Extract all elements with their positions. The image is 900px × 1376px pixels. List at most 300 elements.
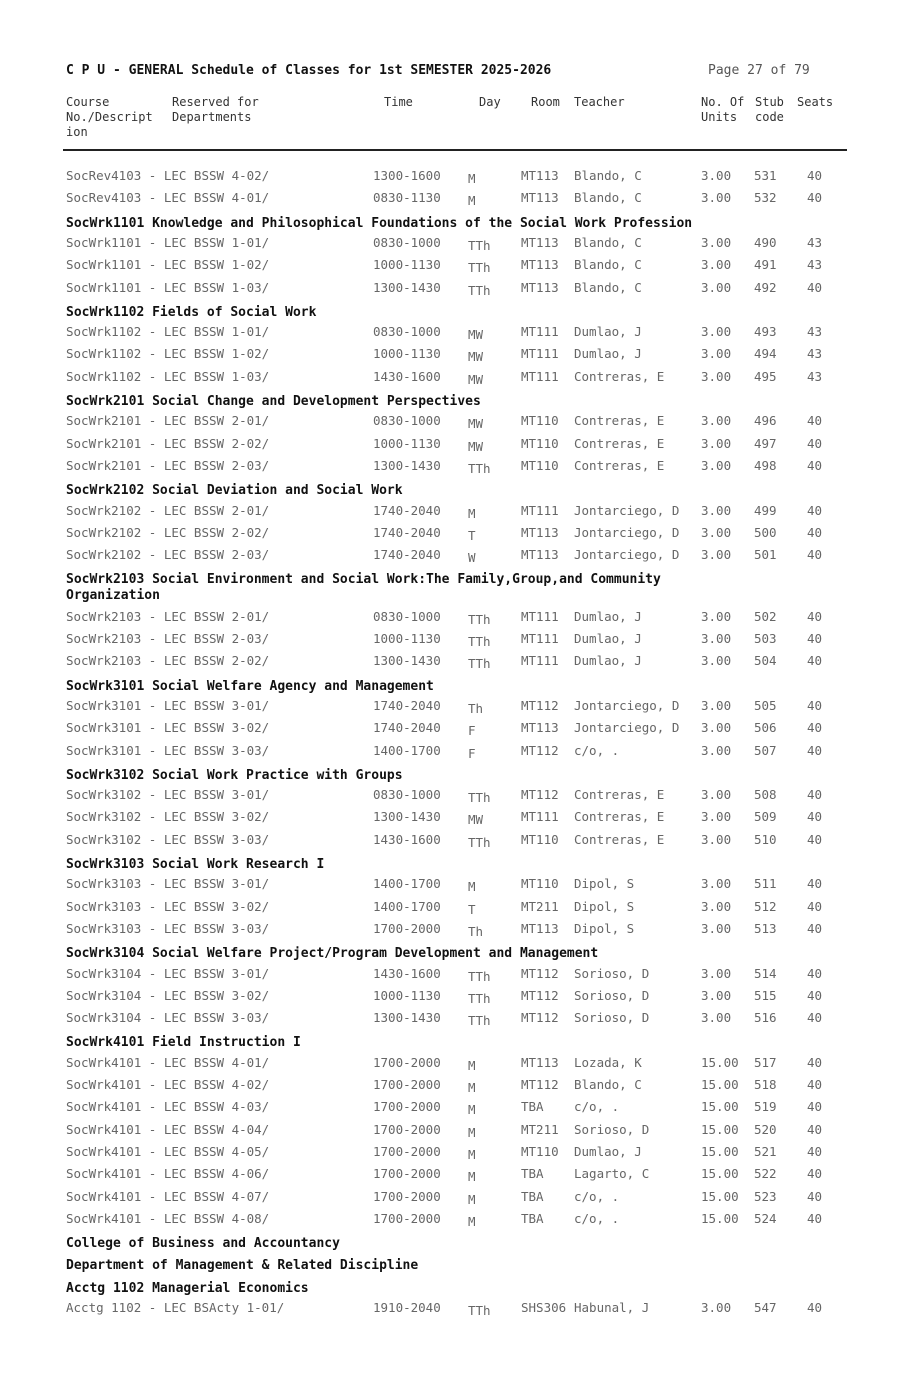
row-room: TBA bbox=[521, 1166, 544, 1182]
row-seats: 40 bbox=[807, 965, 823, 981]
row-course: SocWrk2101 - LEC BSSW 2-01/ bbox=[66, 413, 270, 429]
row-seats: 40 bbox=[807, 631, 823, 646]
row-room: MT211 bbox=[521, 1121, 559, 1137]
row-time: 1430-1600 bbox=[373, 831, 441, 847]
row-teacher: Dipol, S bbox=[574, 920, 635, 936]
row-seats: 40 bbox=[807, 279, 823, 295]
row-seats: 40 bbox=[807, 809, 823, 825]
row-day: TTh bbox=[468, 282, 491, 298]
course-heading: SocWrk3103 Social Work Research I bbox=[66, 857, 325, 872]
row-room: MT111 bbox=[521, 324, 559, 340]
row-teacher: Jontarciego, D bbox=[574, 720, 680, 736]
row-stub: 511 bbox=[754, 876, 777, 892]
row-stub: 493 bbox=[754, 324, 777, 340]
row-room: MT112 bbox=[521, 787, 559, 803]
row-course: SocWrk4101 - LEC BSSW 4-04/ bbox=[66, 1121, 270, 1137]
row-stub: 501 bbox=[754, 547, 777, 563]
row-course: SocWrk3103 - LEC BSSW 3-03/ bbox=[66, 920, 270, 936]
row-seats: 40 bbox=[807, 742, 823, 758]
col-header-course: Course No./Descript ion bbox=[66, 95, 153, 139]
row-units: 3.00 bbox=[701, 653, 732, 669]
row-time: 1700-2000 bbox=[373, 1099, 441, 1115]
row-room: MT111 bbox=[521, 502, 559, 518]
row-room: TBA bbox=[521, 1099, 544, 1115]
row-seats: 40 bbox=[807, 524, 823, 540]
row-teacher: Dipol, S bbox=[574, 898, 635, 914]
row-teacher: Dumlao, J bbox=[574, 346, 642, 362]
row-day: M bbox=[468, 1080, 476, 1095]
col-header-seats: Seats bbox=[797, 95, 834, 109]
row-day: MW bbox=[468, 812, 484, 828]
row-day: TTh bbox=[468, 260, 491, 276]
col-header-time: Time bbox=[384, 95, 413, 109]
row-room: MT110 bbox=[521, 435, 559, 451]
row-course: SocWrk3102 - LEC BSSW 3-02/ bbox=[66, 809, 270, 825]
row-day: TTh bbox=[468, 611, 491, 627]
row-course: Acctg 1102 - LEC BSActy 1-01/ bbox=[66, 1300, 285, 1315]
row-seats: 40 bbox=[807, 697, 823, 713]
row-time: 1700-2000 bbox=[373, 1121, 441, 1137]
row-seats: 40 bbox=[807, 190, 823, 206]
row-course: SocWrk3104 - LEC BSSW 3-02/ bbox=[66, 987, 270, 1003]
row-teacher: c/o, . bbox=[574, 742, 620, 758]
row-stub: 547 bbox=[754, 1300, 777, 1315]
row-stub: 518 bbox=[754, 1077, 777, 1092]
row-seats: 40 bbox=[807, 653, 823, 669]
col-header-day: Day bbox=[479, 95, 501, 109]
row-room: SHS306 bbox=[521, 1300, 567, 1315]
col-header-stub: Stub code bbox=[755, 95, 784, 124]
row-day: TTh bbox=[468, 790, 491, 806]
row-teacher: c/o, . bbox=[574, 1188, 620, 1204]
row-course: SocWrk2103 - LEC BSSW 2-02/ bbox=[66, 653, 270, 669]
row-day: Th bbox=[468, 700, 484, 716]
row-units: 3.00 bbox=[701, 368, 732, 384]
row-time: 1910-2040 bbox=[373, 1300, 441, 1315]
row-course: SocWrk2103 - LEC BSSW 2-01/ bbox=[66, 608, 270, 624]
course-heading: College of Business and Accountancy bbox=[66, 1236, 340, 1252]
row-stub: 524 bbox=[754, 1210, 777, 1226]
row-room: MT112 bbox=[521, 965, 559, 981]
row-seats: 40 bbox=[807, 435, 823, 451]
row-room: MT113 bbox=[521, 190, 559, 206]
row-seats: 40 bbox=[807, 1188, 823, 1204]
row-time: 0830-1000 bbox=[373, 324, 441, 340]
row-room: MT113 bbox=[521, 257, 559, 273]
row-day: TTh bbox=[468, 1303, 491, 1318]
row-day: F bbox=[468, 723, 476, 739]
row-room: MT111 bbox=[521, 368, 559, 384]
row-course: SocWrk2102 - LEC BSSW 2-02/ bbox=[66, 524, 270, 540]
row-time: 1300-1430 bbox=[373, 1010, 441, 1026]
row-day: M bbox=[468, 1146, 476, 1162]
row-teacher: Lozada, K bbox=[574, 1054, 642, 1070]
row-teacher: Jontarciego, D bbox=[574, 502, 680, 518]
row-units: 3.00 bbox=[701, 787, 732, 803]
page-number: Page 27 of 79 bbox=[708, 63, 810, 78]
row-day: MW bbox=[468, 416, 484, 432]
row-course: SocWrk3102 - LEC BSSW 3-03/ bbox=[66, 831, 270, 847]
row-teacher: Lagarto, C bbox=[574, 1166, 650, 1182]
row-teacher: Contreras, E bbox=[574, 368, 665, 384]
row-units: 15.00 bbox=[701, 1143, 739, 1159]
row-units: 3.00 bbox=[701, 631, 732, 646]
course-heading: SocWrk3104 Social Welfare Project/Program Development and Management bbox=[66, 946, 599, 962]
row-course: SocWrk4101 - LEC BSSW 4-05/ bbox=[66, 1143, 270, 1159]
row-seats: 40 bbox=[807, 413, 823, 429]
row-day: TTh bbox=[468, 237, 491, 253]
row-room: MT113 bbox=[521, 1054, 559, 1070]
row-stub: 509 bbox=[754, 809, 777, 825]
row-units: 3.00 bbox=[701, 257, 732, 273]
row-stub: 510 bbox=[754, 831, 777, 847]
row-seats: 40 bbox=[807, 1054, 823, 1070]
row-time: 1700-2000 bbox=[373, 1143, 441, 1159]
col-header-units: No. Of Units bbox=[701, 95, 745, 124]
row-day: F bbox=[468, 745, 476, 761]
row-units: 3.00 bbox=[701, 920, 732, 936]
row-course: SocRev4103 - LEC BSSW 4-01/ bbox=[66, 190, 270, 206]
row-day: MW bbox=[468, 327, 484, 343]
row-room: MT110 bbox=[521, 876, 559, 892]
row-stub: 500 bbox=[754, 524, 777, 540]
row-units: 3.00 bbox=[701, 987, 732, 1003]
row-time: 1000-1130 bbox=[373, 257, 441, 273]
row-course: SocWrk2101 - LEC BSSW 2-02/ bbox=[66, 435, 270, 451]
row-time: 1300-1430 bbox=[373, 653, 441, 669]
row-room: MT111 bbox=[521, 809, 559, 825]
row-day: MW bbox=[468, 438, 484, 454]
row-units: 15.00 bbox=[701, 1166, 739, 1182]
row-time: 1700-2000 bbox=[373, 920, 441, 936]
row-time: 1000-1130 bbox=[373, 987, 441, 1003]
row-stub: 507 bbox=[754, 742, 777, 758]
row-course: SocWrk2103 - LEC BSSW 2-03/ bbox=[66, 631, 270, 646]
row-stub: 496 bbox=[754, 413, 777, 429]
row-units: 3.00 bbox=[701, 346, 732, 362]
row-teacher: Dipol, S bbox=[574, 876, 635, 892]
row-room: MT111 bbox=[521, 631, 559, 646]
row-day: MW bbox=[468, 371, 484, 387]
col-header-teacher: Teacher bbox=[574, 95, 625, 109]
row-room: MT112 bbox=[521, 1010, 559, 1026]
row-time: 1300-1430 bbox=[373, 809, 441, 825]
row-day: M bbox=[468, 1191, 476, 1207]
row-course: SocWrk1102 - LEC BSSW 1-02/ bbox=[66, 346, 270, 362]
row-teacher: Jontarciego, D bbox=[574, 697, 680, 713]
row-units: 15.00 bbox=[701, 1121, 739, 1137]
row-time: 0830-1000 bbox=[373, 413, 441, 429]
row-stub: 490 bbox=[754, 234, 777, 250]
row-seats: 40 bbox=[807, 876, 823, 892]
row-time: 1400-1700 bbox=[373, 898, 441, 914]
row-stub: 512 bbox=[754, 898, 777, 914]
row-room: MT110 bbox=[521, 1143, 559, 1159]
row-stub: 531 bbox=[754, 168, 777, 183]
row-day: M bbox=[468, 171, 476, 186]
row-units: 3.00 bbox=[701, 1010, 732, 1026]
row-course: SocWrk4101 - LEC BSSW 4-07/ bbox=[66, 1188, 270, 1204]
course-heading: SocWrk1102 Fields of Social Work bbox=[66, 304, 317, 320]
row-course: SocWrk1102 - LEC BSSW 1-03/ bbox=[66, 368, 270, 384]
row-seats: 40 bbox=[807, 547, 823, 563]
course-heading: SocWrk4101 Field Instruction I bbox=[66, 1035, 301, 1051]
row-seats: 40 bbox=[807, 787, 823, 803]
row-seats: 43 bbox=[807, 346, 823, 362]
row-stub: 498 bbox=[754, 457, 777, 473]
row-stub: 505 bbox=[754, 697, 777, 713]
row-room: MT111 bbox=[521, 346, 559, 362]
row-units: 3.00 bbox=[701, 608, 732, 624]
row-time: 0830-1130 bbox=[373, 190, 441, 206]
row-seats: 40 bbox=[807, 1210, 823, 1226]
row-stub: 492 bbox=[754, 279, 777, 295]
row-course: SocWrk4101 - LEC BSSW 4-06/ bbox=[66, 1166, 270, 1182]
row-time: 0830-1000 bbox=[373, 608, 441, 624]
document-title: C P U - GENERAL Schedule of Classes for 1st SEMESTER 2025-2026 bbox=[66, 63, 552, 78]
row-course: SocWrk3101 - LEC BSSW 3-02/ bbox=[66, 720, 270, 736]
row-day: TTh bbox=[468, 460, 491, 476]
course-heading: SocWrk2103 Social Environment and Social Work:The Family,Group,and Community Organization bbox=[66, 572, 661, 604]
row-room: MT113 bbox=[521, 720, 559, 736]
row-room: MT110 bbox=[521, 831, 559, 847]
row-course: SocWrk2102 - LEC BSSW 2-03/ bbox=[66, 547, 270, 563]
row-course: SocWrk4101 - LEC BSSW 4-02/ bbox=[66, 1077, 270, 1092]
course-heading: SocWrk3101 Social Welfare Agency and Management bbox=[66, 678, 434, 694]
row-teacher: c/o, . bbox=[574, 1210, 620, 1226]
row-stub: 508 bbox=[754, 787, 777, 803]
row-seats: 43 bbox=[807, 368, 823, 384]
row-time: 1700-2000 bbox=[373, 1166, 441, 1182]
course-heading: Department of Management & Related Discipline bbox=[66, 1258, 419, 1274]
row-room: MT211 bbox=[521, 898, 559, 914]
row-units: 3.00 bbox=[701, 742, 732, 758]
row-day: M bbox=[468, 1102, 476, 1118]
row-stub: 522 bbox=[754, 1166, 777, 1182]
row-time: 1000-1130 bbox=[373, 346, 441, 362]
row-day: TTh bbox=[468, 656, 491, 672]
row-teacher: Sorioso, D bbox=[574, 1121, 650, 1137]
row-teacher: Blando, C bbox=[574, 168, 642, 183]
row-time: 1700-2000 bbox=[373, 1210, 441, 1226]
row-units: 3.00 bbox=[701, 876, 732, 892]
row-units: 15.00 bbox=[701, 1099, 739, 1115]
row-day: TTh bbox=[468, 634, 491, 649]
row-course: SocWrk2102 - LEC BSSW 2-01/ bbox=[66, 502, 270, 518]
row-seats: 40 bbox=[807, 831, 823, 847]
row-course: SocWrk1102 - LEC BSSW 1-01/ bbox=[66, 324, 270, 340]
row-units: 3.00 bbox=[701, 965, 732, 981]
row-room: MT113 bbox=[521, 234, 559, 250]
row-room: MT111 bbox=[521, 608, 559, 624]
row-teacher: Dumlao, J bbox=[574, 324, 642, 340]
row-time: 1400-1700 bbox=[373, 876, 441, 892]
row-day: T bbox=[468, 901, 476, 917]
row-stub: 502 bbox=[754, 608, 777, 624]
row-time: 1700-2000 bbox=[373, 1077, 441, 1092]
row-stub: 497 bbox=[754, 435, 777, 451]
row-room: MT113 bbox=[521, 920, 559, 936]
row-day: TTh bbox=[468, 1013, 491, 1029]
row-units: 3.00 bbox=[701, 435, 732, 451]
row-seats: 43 bbox=[807, 234, 823, 250]
row-seats: 40 bbox=[807, 1121, 823, 1137]
row-units: 3.00 bbox=[701, 524, 732, 540]
row-teacher: Habunal, J bbox=[574, 1300, 650, 1315]
row-course: SocWrk3103 - LEC BSSW 3-01/ bbox=[66, 876, 270, 892]
row-seats: 40 bbox=[807, 608, 823, 624]
row-teacher: Sorioso, D bbox=[574, 987, 650, 1003]
row-seats: 40 bbox=[807, 1010, 823, 1026]
row-room: MT113 bbox=[521, 279, 559, 295]
row-course: SocWrk4101 - LEC BSSW 4-01/ bbox=[66, 1054, 270, 1070]
course-heading: SocWrk3102 Social Work Practice with Groups bbox=[66, 767, 403, 783]
row-teacher: Blando, C bbox=[574, 190, 642, 206]
row-teacher: Sorioso, D bbox=[574, 1010, 650, 1026]
row-course: SocWrk1101 - LEC BSSW 1-01/ bbox=[66, 234, 270, 250]
row-stub: 514 bbox=[754, 965, 777, 981]
row-room: MT112 bbox=[521, 742, 559, 758]
row-units: 3.00 bbox=[701, 413, 732, 429]
course-heading: SocWrk1101 Knowledge and Philosophical Foundations of the Social Work Profession bbox=[66, 215, 693, 231]
row-room: MT113 bbox=[521, 524, 559, 540]
row-day: M bbox=[468, 1213, 476, 1229]
row-teacher: Contreras, E bbox=[574, 413, 665, 429]
row-teacher: Jontarciego, D bbox=[574, 547, 680, 563]
row-room: TBA bbox=[521, 1188, 544, 1204]
row-teacher: Dumlao, J bbox=[574, 1143, 642, 1159]
row-course: SocWrk3101 - LEC BSSW 3-01/ bbox=[66, 697, 270, 713]
row-time: 1740-2040 bbox=[373, 547, 441, 563]
row-time: 0830-1000 bbox=[373, 234, 441, 250]
row-time: 1430-1600 bbox=[373, 368, 441, 384]
row-time: 1300-1430 bbox=[373, 279, 441, 295]
row-day: Th bbox=[468, 923, 484, 939]
row-time: 1740-2040 bbox=[373, 502, 441, 518]
row-time: 1700-2000 bbox=[373, 1188, 441, 1204]
row-stub: 517 bbox=[754, 1054, 777, 1070]
row-teacher: c/o, . bbox=[574, 1099, 620, 1115]
row-units: 3.00 bbox=[701, 457, 732, 473]
row-seats: 40 bbox=[807, 720, 823, 736]
row-seats: 40 bbox=[807, 987, 823, 1003]
row-room: TBA bbox=[521, 1210, 544, 1226]
row-units: 3.00 bbox=[701, 502, 732, 518]
row-stub: 494 bbox=[754, 346, 777, 362]
row-seats: 43 bbox=[807, 257, 823, 273]
row-stub: 523 bbox=[754, 1188, 777, 1204]
row-stub: 516 bbox=[754, 1010, 777, 1026]
row-teacher: Blando, C bbox=[574, 257, 642, 273]
row-units: 3.00 bbox=[701, 809, 732, 825]
row-units: 3.00 bbox=[701, 720, 732, 736]
row-course: SocWrk3102 - LEC BSSW 3-01/ bbox=[66, 787, 270, 803]
row-day: M bbox=[468, 879, 476, 895]
row-stub: 495 bbox=[754, 368, 777, 384]
row-room: MT110 bbox=[521, 413, 559, 429]
row-day: T bbox=[468, 527, 476, 543]
row-room: MT112 bbox=[521, 987, 559, 1003]
row-teacher: Dumlao, J bbox=[574, 608, 642, 624]
course-heading: SocWrk2102 Social Deviation and Social Work bbox=[66, 483, 403, 499]
row-units: 15.00 bbox=[701, 1188, 739, 1204]
row-stub: 504 bbox=[754, 653, 777, 669]
row-teacher: Dumlao, J bbox=[574, 653, 642, 669]
row-day: M bbox=[468, 193, 476, 209]
row-teacher: Contreras, E bbox=[574, 787, 665, 803]
row-day: M bbox=[468, 505, 476, 521]
row-units: 15.00 bbox=[701, 1077, 739, 1092]
row-day: M bbox=[468, 1124, 476, 1140]
row-course: SocWrk3103 - LEC BSSW 3-02/ bbox=[66, 898, 270, 914]
row-stub: 503 bbox=[754, 631, 777, 646]
row-day: TTh bbox=[468, 990, 491, 1006]
row-time: 1700-2000 bbox=[373, 1054, 441, 1070]
row-seats: 40 bbox=[807, 1099, 823, 1115]
row-seats: 40 bbox=[807, 502, 823, 518]
row-time: 0830-1000 bbox=[373, 787, 441, 803]
row-day: W bbox=[468, 550, 476, 566]
row-teacher: Blando, C bbox=[574, 1077, 642, 1092]
row-day: M bbox=[468, 1057, 476, 1073]
row-time: 1300-1600 bbox=[373, 168, 441, 183]
row-stub: 520 bbox=[754, 1121, 777, 1137]
row-time: 1000-1130 bbox=[373, 631, 441, 646]
row-teacher: Contreras, E bbox=[574, 435, 665, 451]
row-seats: 40 bbox=[807, 168, 823, 183]
row-stub: 519 bbox=[754, 1099, 777, 1115]
row-day: TTh bbox=[468, 834, 491, 850]
row-teacher: Dumlao, J bbox=[574, 631, 642, 646]
row-seats: 40 bbox=[807, 1300, 823, 1315]
row-course: SocWrk3101 - LEC BSSW 3-03/ bbox=[66, 742, 270, 758]
row-stub: 515 bbox=[754, 987, 777, 1003]
row-teacher: Contreras, E bbox=[574, 457, 665, 473]
row-time: 1000-1130 bbox=[373, 435, 441, 451]
row-course: SocWrk3104 - LEC BSSW 3-01/ bbox=[66, 965, 270, 981]
row-stub: 506 bbox=[754, 720, 777, 736]
row-stub: 513 bbox=[754, 920, 777, 936]
row-time: 1740-2040 bbox=[373, 697, 441, 713]
row-stub: 521 bbox=[754, 1143, 777, 1159]
row-room: MT110 bbox=[521, 457, 559, 473]
row-time: 1740-2040 bbox=[373, 720, 441, 736]
row-course: SocWrk2101 - LEC BSSW 2-03/ bbox=[66, 457, 270, 473]
row-seats: 40 bbox=[807, 457, 823, 473]
row-time: 1740-2040 bbox=[373, 524, 441, 540]
row-units: 3.00 bbox=[701, 168, 732, 183]
row-room: MT113 bbox=[521, 168, 559, 183]
row-teacher: Blando, C bbox=[574, 234, 642, 250]
row-time: 1430-1600 bbox=[373, 965, 441, 981]
row-teacher: Blando, C bbox=[574, 279, 642, 295]
col-header-reserved: Reserved for Departments bbox=[172, 95, 259, 124]
row-course: SocWrk1101 - LEC BSSW 1-03/ bbox=[66, 279, 270, 295]
row-time: 1300-1430 bbox=[373, 457, 441, 473]
row-seats: 40 bbox=[807, 1143, 823, 1159]
row-seats: 40 bbox=[807, 898, 823, 914]
col-header-room: Room bbox=[531, 95, 560, 109]
row-course: SocWrk1101 - LEC BSSW 1-02/ bbox=[66, 257, 270, 273]
row-units: 3.00 bbox=[701, 898, 732, 914]
row-course: SocWrk4101 - LEC BSSW 4-03/ bbox=[66, 1099, 270, 1115]
row-teacher: Jontarciego, D bbox=[574, 524, 680, 540]
course-heading: SocWrk2101 Social Change and Development Perspectives bbox=[66, 394, 481, 409]
row-stub: 532 bbox=[754, 190, 777, 206]
row-room: MT113 bbox=[521, 547, 559, 563]
row-units: 3.00 bbox=[701, 1300, 732, 1315]
row-units: 15.00 bbox=[701, 1210, 739, 1226]
